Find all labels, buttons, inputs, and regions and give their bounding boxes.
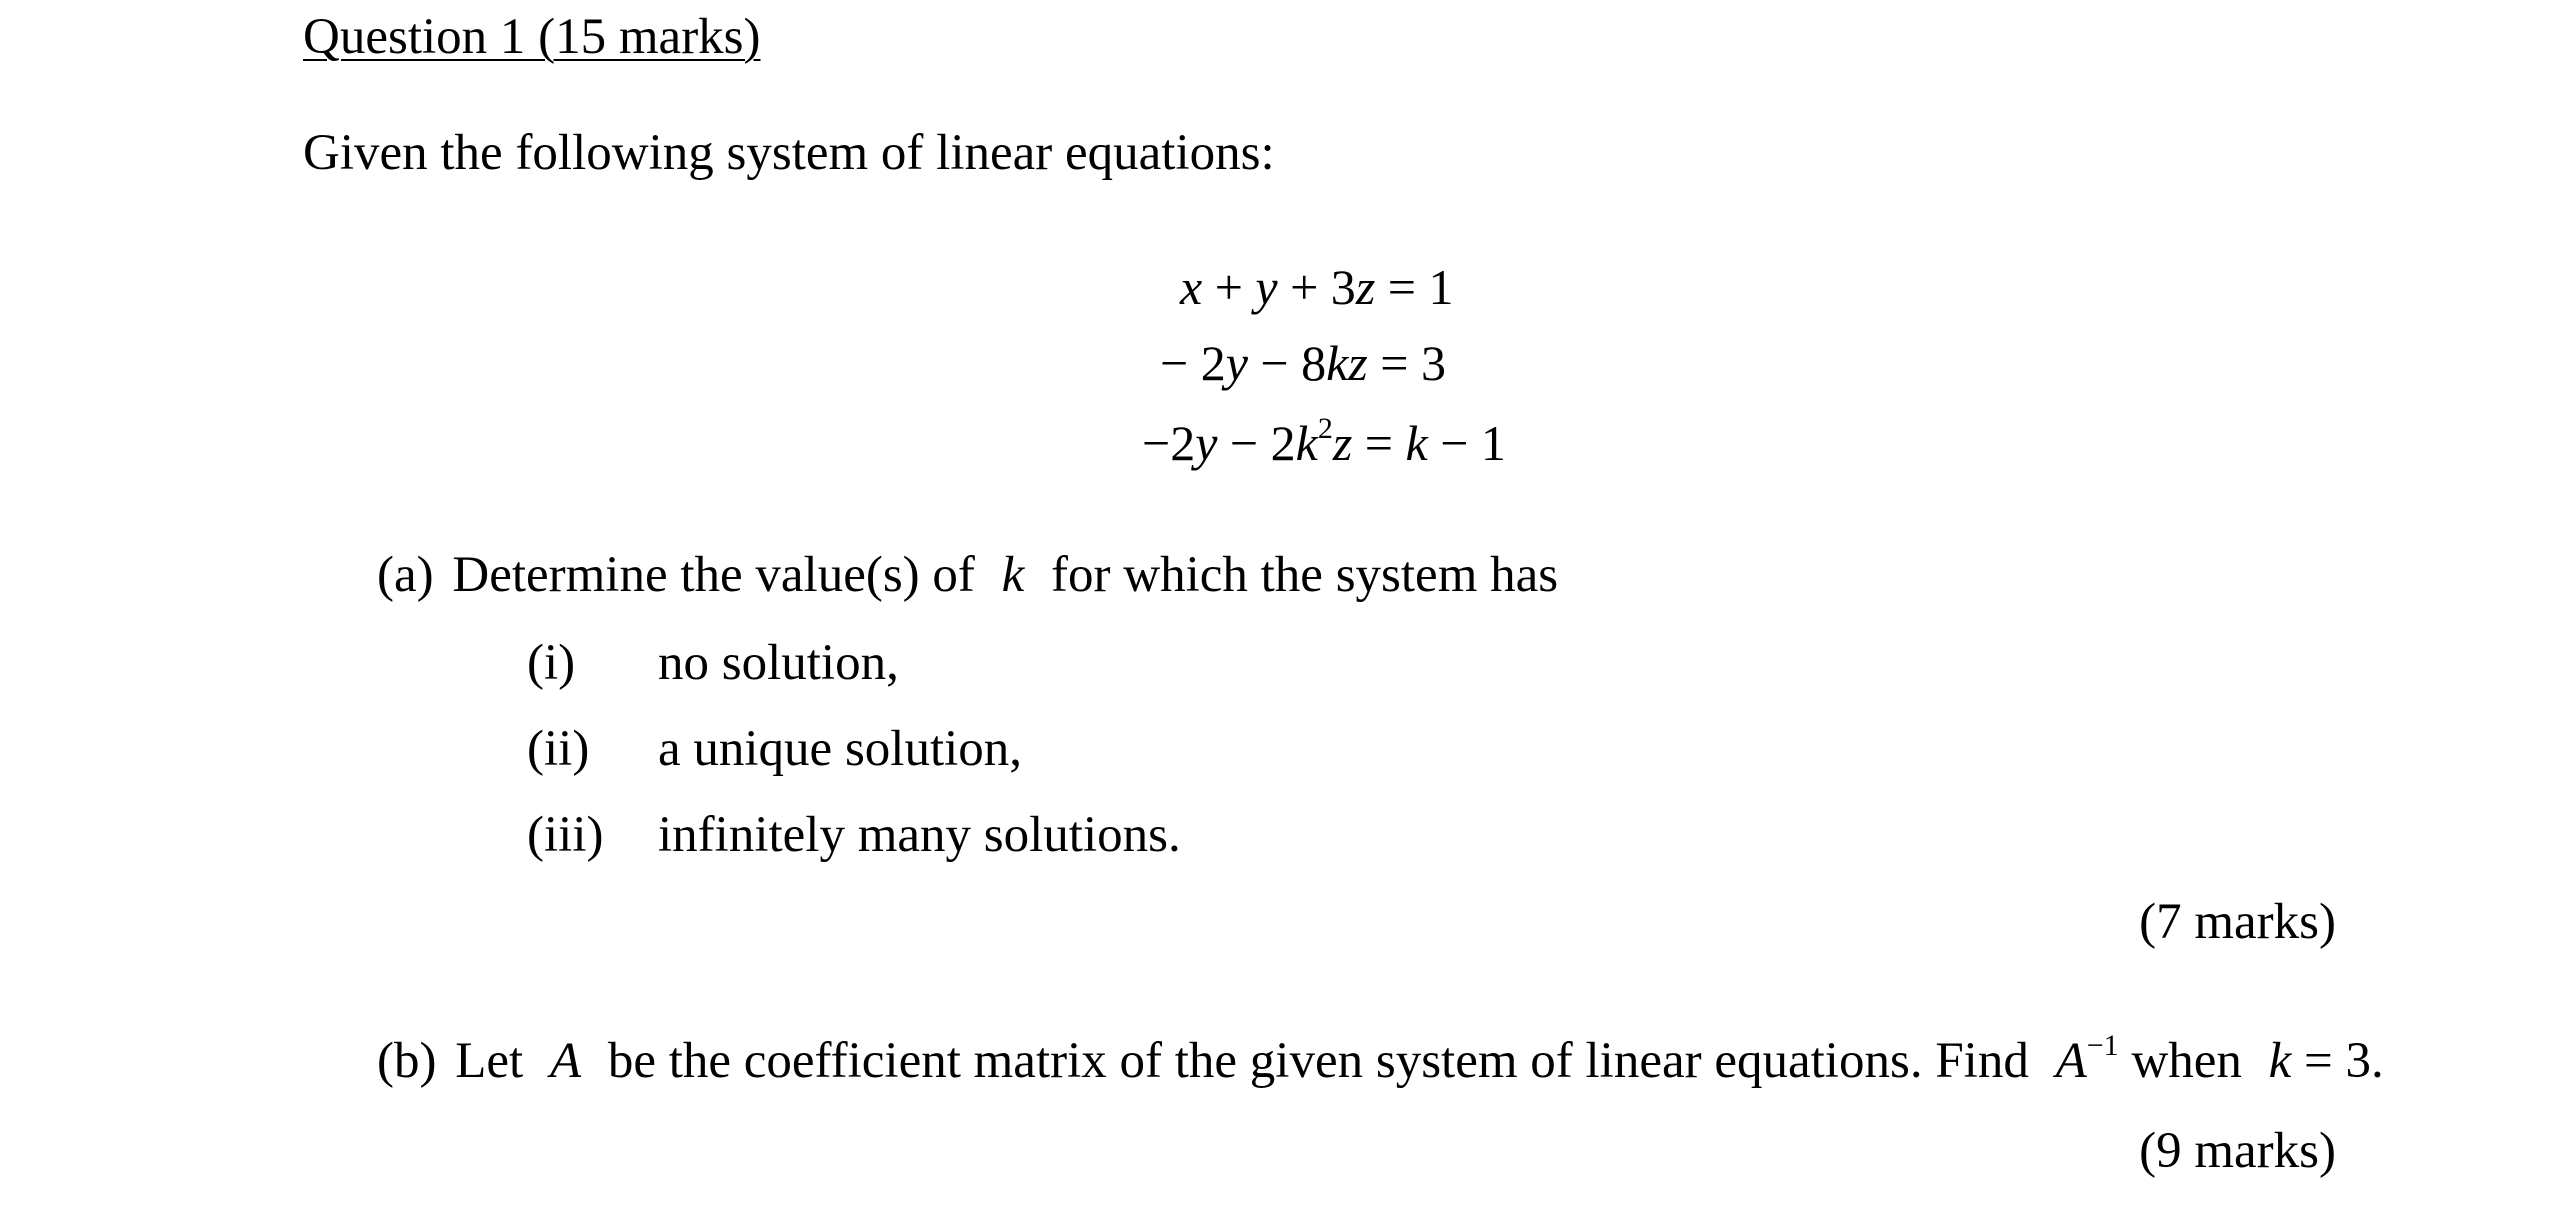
part-b-text2: be the coefficient matrix of the given system of linear equations. Find [607,1033,2029,1089]
eq1-y: y [1255,259,1278,315]
part-b-marks: (9 marks) [2139,1123,2336,1179]
part-a-text-after: for which the system has [1051,547,1559,603]
part-a-prompt [377,547,1559,603]
eq1-plus2: + 3 [1277,259,1356,315]
part-a-item-num-2: (ii) [527,721,590,777]
question-title: Question 1 (15 marks) [303,9,761,65]
eq2-y: y [1225,335,1248,391]
equation-3 [1142,412,1506,471]
part-a-item-num-1: (i) [527,635,576,691]
eq3-pre: −2 [1142,415,1196,471]
eq3-z: z [1332,415,1353,471]
part-a-item-text-3: infinitely many solutions. [658,807,1181,863]
eq3-eq: = [1352,415,1406,471]
eq1-x: x [1180,259,1203,315]
part-b-text1: Let [455,1033,524,1089]
equation-1 [1180,259,1454,315]
part-a-item-num-3: (iii) [527,807,604,863]
part-a-item-text-1: no solution, [658,635,899,691]
part-b-condition: = 3. [2291,1033,2384,1089]
eq1-z: z [1355,259,1376,315]
part-a-marks: (7 marks) [2139,894,2336,950]
part-b-label: (b) [377,1033,437,1089]
eq3-k2: k [1405,415,1428,471]
eq2-kz: kz [1326,335,1368,391]
eq3-k: k [1295,415,1318,471]
part-b-inverse-exponent: −1 [2086,1029,2119,1062]
eq2-pre: − 2 [1160,335,1226,391]
part-a-item-text-2: a unique solution, [658,721,1023,777]
part-b-prompt [377,1029,2384,1089]
part-b-var-k: k [2268,1033,2292,1089]
part-a-var-k: k [1001,547,1025,603]
part-b-var-a: A [549,1033,582,1089]
eq3-exponent: 2 [1317,412,1333,445]
intro-text: Given the following system of linear equations: [303,125,1275,181]
eq1-plus1: + [1202,259,1256,315]
eq3-rhs: − 1 [1427,415,1506,471]
part-b-text3: when [2131,1033,2242,1089]
eq1-rhs: = 1 [1375,259,1454,315]
part-a-text-before: Determine the value(s) of [452,547,975,603]
eq2-mid: − 8 [1247,335,1327,391]
part-b-var-a-inverse: A [2055,1033,2087,1089]
eq3-mid: − 2 [1217,415,1296,471]
equation-2 [1160,335,1446,391]
part-a-label: (a) [377,547,434,603]
eq2-rhs: = 3 [1367,335,1446,391]
eq3-y: y [1195,415,1218,471]
